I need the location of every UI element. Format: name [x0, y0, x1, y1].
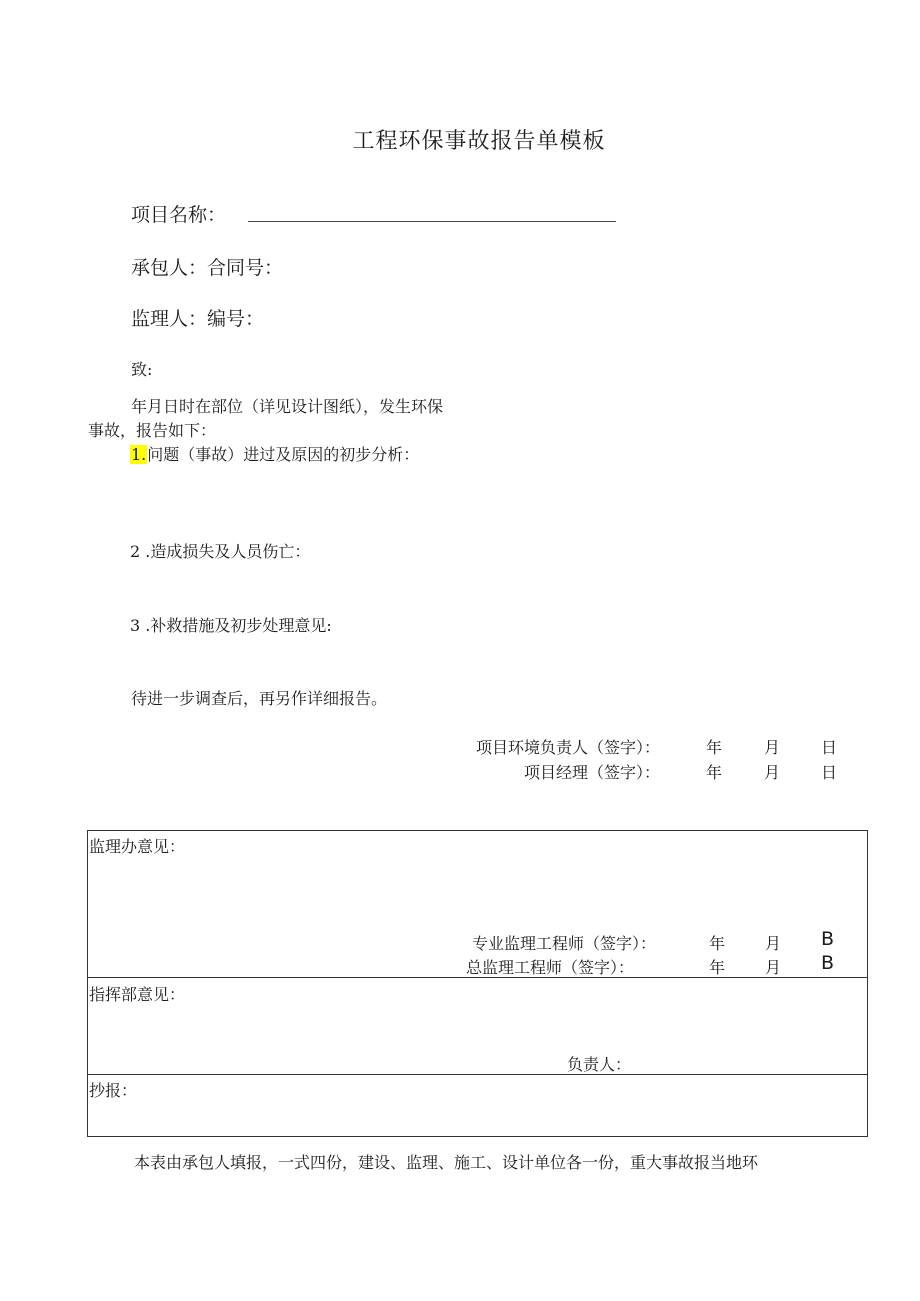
supervisor-line: 监理人：编号：: [131, 308, 265, 330]
responsible-person-label: 负责人：: [567, 1055, 632, 1074]
chief-engineer-day: B: [821, 952, 835, 974]
opinion-table: [87, 830, 868, 1137]
item-1: [130, 442, 419, 465]
specialist-engineer-signature-label: 专业监理工程师（签字）：: [471, 934, 656, 953]
project-manager-day: 日: [821, 763, 838, 782]
chief-engineer-month: 月: [765, 958, 782, 977]
specialist-engineer-month: 月: [765, 934, 782, 953]
item-3: [130, 613, 332, 636]
env-manager-year: 年: [706, 738, 723, 757]
pending-note: 待进一步调查后，再另作详细报告。: [131, 689, 388, 708]
command-opinion-label: 指挥部意见：: [89, 985, 186, 1004]
item-2-text: .造成损失及人员伤亡：: [145, 542, 311, 561]
page-title: 工程环保事故报告单模板: [352, 129, 606, 154]
table-divider-2: [87, 1074, 868, 1075]
env-manager-day: 日: [821, 738, 838, 757]
item-1-text: 问题（事故）进过及原因的初步分析：: [147, 445, 420, 464]
specialist-engineer-day: B: [821, 928, 835, 950]
cc-label: 抄报：: [89, 1081, 138, 1100]
item-2: [130, 539, 310, 562]
env-manager-signature-label: 项目环境负责人（签字）：: [475, 738, 660, 757]
env-manager-month: 月: [764, 738, 781, 757]
project-name-label: 项目名称：: [131, 204, 227, 226]
item-2-number: 2: [130, 542, 141, 561]
to-label: 致:: [131, 360, 153, 379]
contractor-line: 承包人：合同号：: [131, 257, 284, 279]
chief-engineer-signature-label: 总监理工程师（签字）：: [465, 958, 634, 977]
project-manager-signature-label: 项目经理（签字）：: [523, 763, 660, 782]
item-1-number: 1.: [131, 445, 147, 464]
supervision-opinion-label: 监理办意见：: [89, 837, 186, 856]
specialist-engineer-year: 年: [709, 934, 726, 953]
project-manager-year: 年: [706, 763, 723, 782]
item-3-text: .补救措施及初步处理意见:: [145, 616, 332, 635]
chief-engineer-year: 年: [709, 958, 726, 977]
project-name-underline: [248, 221, 616, 222]
item-3-number: 3: [130, 616, 141, 635]
intro-line-1: 年月日时在部位（详见设计图纸），发生环保: [131, 397, 444, 416]
project-manager-month: 月: [764, 763, 781, 782]
intro-line-2: 事故，报告如下：: [88, 421, 217, 440]
footer-note: 本表由承包人填报，一式四份，建设、监理、施工、设计单位各一份，重大事故报当地环: [134, 1153, 759, 1172]
